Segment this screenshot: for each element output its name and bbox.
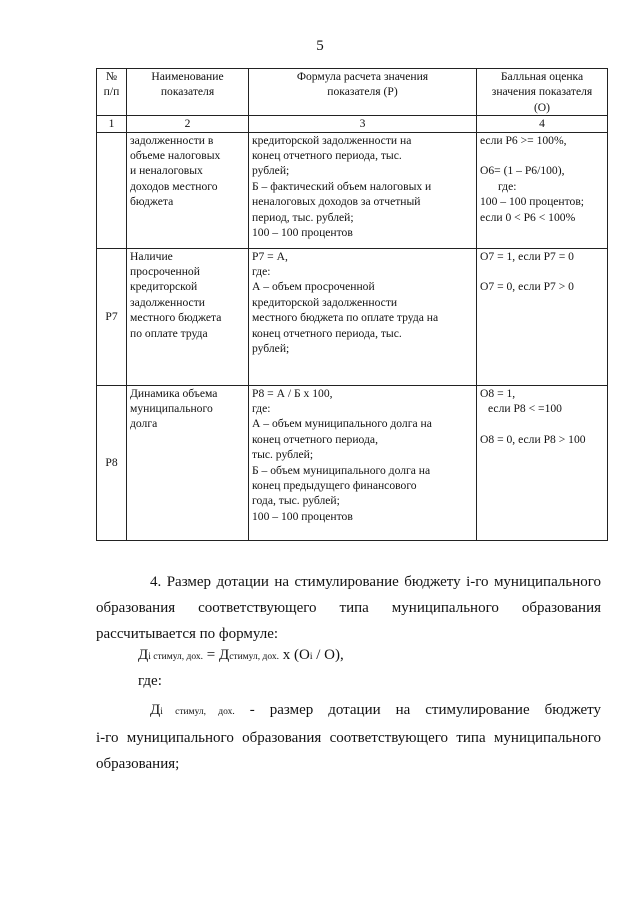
row-score: если Р6 >= 100%, О6= (1 – Р6/100), где: 100 – 100 процентов; если 0 < Р6 < 100% [477,132,608,248]
row-name: Динамика объема муниципального долга [127,385,249,540]
header-name: Наименование показателя [127,69,249,116]
column-number: 3 [249,116,477,132]
header-formula: Формула расчета значения показателя (Р) [249,69,477,116]
row-formula: кредиторской задолженности на конец отчетного периода, тыс. рублей; Б – фактический объем налоговых и неналоговых доходов за отчетный период, тыс. рублей; 100 – 100 процентов [249,132,477,248]
table-row [97,132,608,248]
column-number: 1 [97,116,127,132]
row-formula: Р7 = А, где: А – объем просроченной кредиторской задолженности местного бюджета по оплате труда на конец отчетного периода, тыс. рублей; [249,248,477,385]
page-number: 5 [316,38,324,54]
row-code: Р8 [97,385,127,540]
table-row [97,248,608,385]
header-score: Балльная оценка значения показателя (О) [477,69,608,116]
row-code [97,132,127,248]
row-code: Р7 [97,248,127,385]
column-number: 2 [127,116,249,132]
row-name: задолженности в объеме налоговых и неналоговых доходов местного бюджета [127,132,249,248]
subsidy-formula: Дi стимул, дох. = Дстимул, дох. х (Оi / О), [138,647,344,663]
header-number: № п/п [97,69,127,116]
row-name: Наличие просроченной кредиторской задолженности местного бюджета по оплате труда [127,248,249,385]
table-row [97,385,608,540]
row-score: О8 = 1, если Р8 < =100 О8 = 0, если Р8 > 100 [477,385,608,540]
where-label: где: [138,673,162,689]
paragraph-definition: Дi стимул, дох. - размер дотации на стимулирование бюджету i-го муниципального образования соответствующего типа муниципального образования; [96,702,601,772]
row-formula: Р8 = А / Б х 100, где: А – объем муниципального долга на конец отчетного периода, тыс. рублей; Б – объем муниципального долга на конец предыдущего финансового года, тыс. рублей; 100 – 100 процентов [249,385,477,540]
column-number: 4 [477,116,608,132]
table-header-row [97,69,608,116]
paragraph-subsidy-size: 4. Размер дотации на стимулирование бюджету i-го муниципального образования соответствующего типа муниципального образования рассчитывается по формуле: [96,574,601,642]
row-score: О7 = 1, если Р7 = 0 О7 = 0, если Р7 > 0 [477,248,608,385]
indicator-table [96,68,608,541]
column-number-row [97,116,608,132]
